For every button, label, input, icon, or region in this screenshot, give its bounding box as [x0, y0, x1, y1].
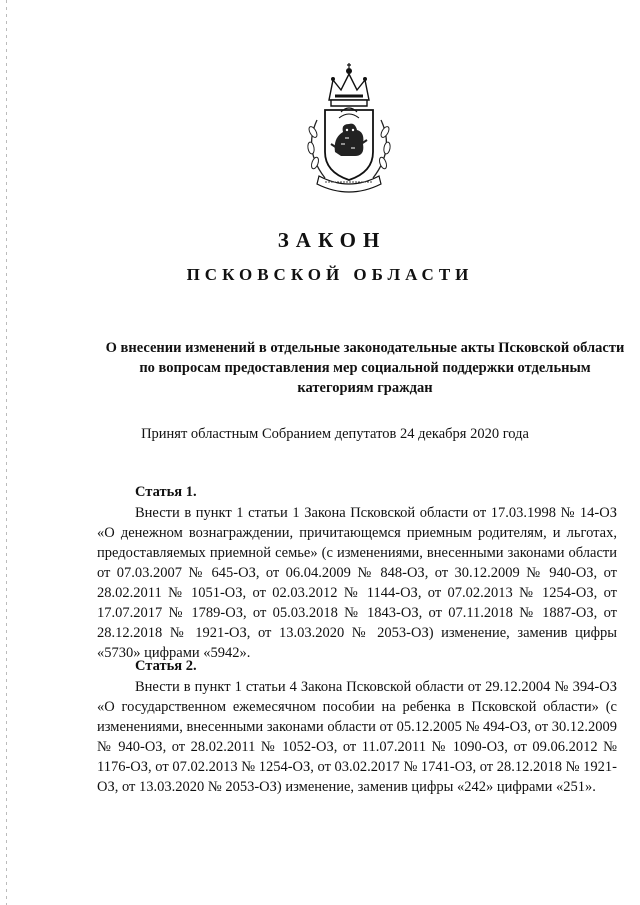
article-2-heading: Статья 2.: [135, 658, 197, 674]
adoption-note: Принят областным Собранием депутатов 24 декабря 2020 года: [141, 426, 529, 442]
document-subtitle: ПСКОВСКОЙ ОБЛАСТИ: [186, 265, 474, 284]
article-1: [97, 482, 617, 663]
document-title: ЗАКОН: [277, 228, 387, 252]
article-2: [97, 656, 617, 797]
coat-of-arms-emblem: [295, 60, 403, 195]
scan-edge: [6, 0, 7, 905]
article-1-text: Внести в пункт 1 статьи 1 Закона Псковской области от 17.03.1998 № 14-ОЗ «О денежном вознаграждении, причитающемся приемным родителям, и льготах, предоставляемых приемной семье» (с изменениями, внесенными законами области от 07.03.2007 № 645-ОЗ, от 06.04.2009 № 848-ОЗ, от 30.12.2009 № 940-ОЗ, от 28.02.2011 № 1051-ОЗ, от 02.03.2012 № 1144-ОЗ, от 07.02.2013 № 1254-ОЗ, от 17.07.2017 № 1789-ОЗ, от 05.03.2018 № 1843-ОЗ, от 07.11.2018 № 1887-ОЗ, от 28.12.2018 № 1921-ОЗ, от 13.03.2020 № 2053-ОЗ) изменение, заменив цифры «5730» цифрами «5942».: [97, 505, 617, 661]
article-2-text: Внести в пункт 1 статьи 4 Закона Псковской области от 29.12.2004 № 394-ОЗ «О государственном ежемесячном пособии на ребенка в Псковской области» (с изменениями, внесенными законами области от 05.12.2005 № 494-ОЗ, от 30.12.2009 № 940-ОЗ, от 28.02.2011 № 1052-ОЗ, от 11.07.2011 № 1090-ОЗ, от 09.06.2012 № 1176-ОЗ, от 07.02.2013 № 1254-ОЗ, от 03.02.2017 № 1741-ОЗ, от 28.12.2018 № 1921-ОЗ, от 13.03.2020 № 2053-ОЗ) изменение, заменив цифры «242» цифрами «251».: [97, 679, 617, 795]
law-subject: О внесении изменений в отдельные законодательные акты Псковской области по вопросам предоставления мер социальной поддержки отдельным категориям граждан: [105, 340, 625, 396]
article-1-heading: Статья 1.: [135, 484, 197, 500]
